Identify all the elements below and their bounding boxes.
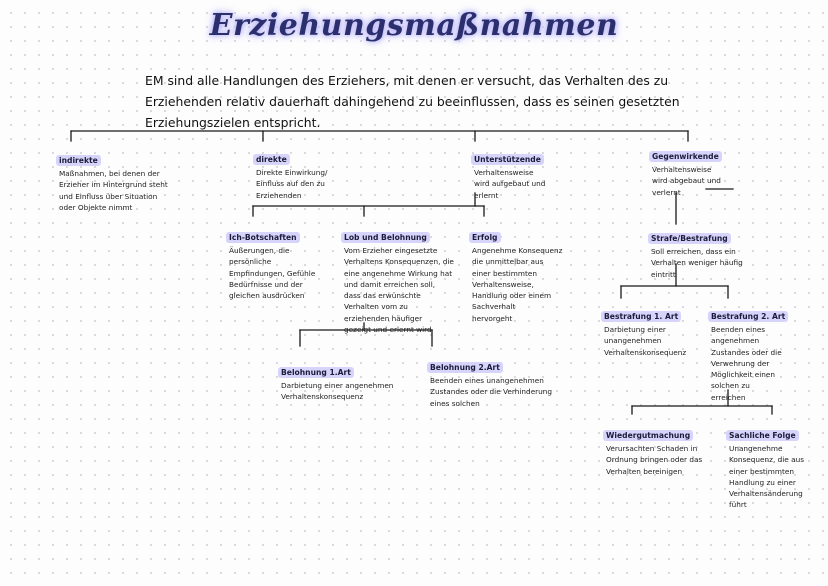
node-text: Verhaltensweise wird aufgebaut und erlernt	[474, 168, 546, 200]
node-text: Äußerungen, die persönliche Empfindungen, Gefühle Bedürfnisse und der gleichen ausdrücken	[229, 246, 316, 301]
node-label: Gegenwirkende	[649, 151, 722, 162]
node-sachliche-folge	[729, 423, 804, 511]
node-text: Unangenehme Konsequenz, die aus einer bestimmten Handlung zu einer Verhaltensänderung führt	[729, 444, 805, 510]
node-text: Direkte Einwirkung/ Einfluss auf den zu Erziehenden	[256, 168, 328, 200]
node-text: Verursachten Schaden in Ordnung bringen oder das Verhalten bereinigen	[606, 444, 703, 476]
node-text: Beenden eines angenehmen Zustandes oder die Verwehrung der Möglichkeit einen solchen zu erreichen	[711, 325, 782, 402]
node-label: Bestrafung 1. Art	[601, 311, 681, 322]
node-text: Vom Erzieher eingesetzte Verhaltens Konsequenzen, die eine angenehme Wirkung hat und damit erreichen soll, dass das erwünschte Verhalten vom zu erziehenden häufiger gezeigt und erlernt wird	[344, 246, 454, 335]
node-belohnung-2	[430, 355, 552, 409]
node-direkte	[256, 147, 327, 201]
page-title: Erziehungsmaßnahmen	[209, 8, 619, 43]
node-label: Strafe/Bestrafung	[648, 233, 731, 244]
node-text: Angenehme Konsequenz die unmittelbar aus einer bestimmten Verhaltensweise, Handlung oder einem Sachverhalt hervorgeht	[472, 246, 563, 323]
node-label: Sachliche Folge	[726, 430, 799, 441]
node-label: Bestrafung 2. Art	[708, 311, 788, 322]
node-text: Verhaltensweise wird abgebaut und verlernt	[652, 165, 721, 197]
node-gegenwirkende	[652, 144, 722, 198]
node-belohnung-1	[281, 360, 393, 403]
node-label: direkte	[253, 154, 290, 165]
node-label: Belohnung 2.Art	[427, 362, 503, 373]
definition-text: EM sind alle Handlungen des Erziehers, mit denen er versucht, das Verhalten des zu Erziehenden relativ dauerhaft dahingehend zu beeinflussen, dass es seinen gesetzten Erziehungszielen entspricht.	[145, 73, 680, 130]
node-label: Erfolg	[469, 232, 501, 243]
node-bestrafung-1	[604, 304, 686, 358]
node-unterstuetzende	[474, 147, 545, 201]
node-text: Darbietung einer unangenehmen Verhaltenskonsequenz	[604, 325, 687, 357]
node-text: Beenden eines unangenehmen Zustandes oder die Verhinderung eines solchen	[430, 376, 553, 408]
node-ich-botschaften	[229, 225, 315, 301]
node-text: Maßnahmen, bei denen der Erzieher im Hintergrund steht und Einfluss über Situation oder Objekte nimmt	[59, 169, 168, 212]
node-erfolg	[472, 225, 562, 324]
node-wiedergutmachung	[606, 423, 702, 477]
node-label: Ich-Botschaften	[226, 232, 300, 243]
node-text: Darbietung einer angenehmen Verhaltenskonsequenz	[281, 381, 394, 402]
node-lob-belohnung	[344, 225, 454, 335]
node-text: Soll erreichen, dass ein Verhalten weniger häufig eintritt	[651, 247, 743, 279]
node-label: indirekte	[56, 155, 101, 166]
node-label: Lob und Belohnung	[341, 232, 430, 243]
node-label: Unterstützende	[471, 154, 544, 165]
node-label: Belohnung 1.Art	[278, 367, 354, 378]
node-indirekte	[59, 148, 168, 213]
node-label: Wiedergutmachung	[603, 430, 693, 441]
node-bestrafung-2	[711, 304, 788, 403]
node-strafe	[651, 226, 743, 280]
